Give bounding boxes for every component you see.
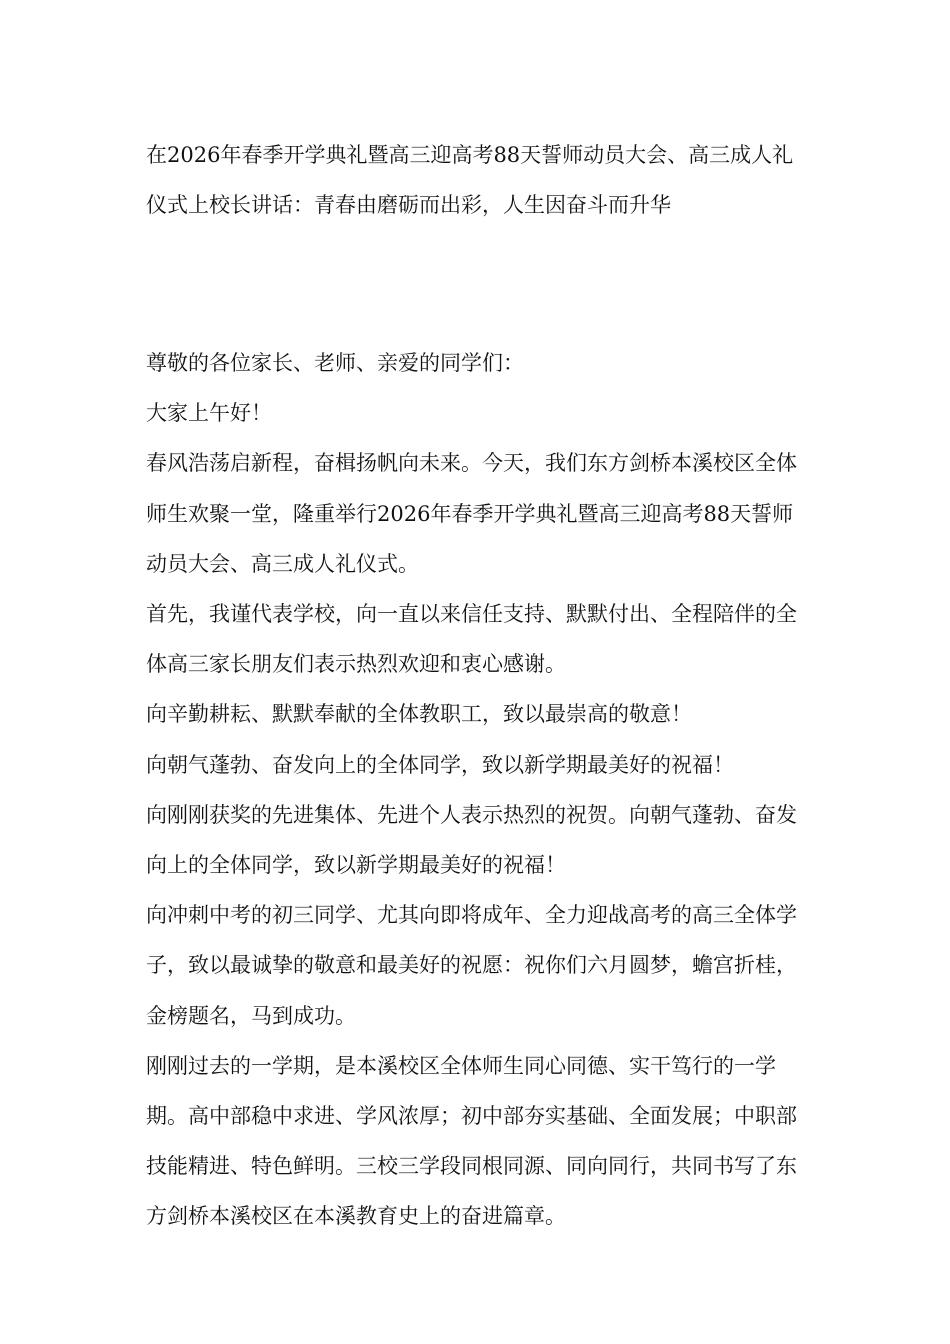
document-page (146, 130, 808, 1242)
paragraph-congratulations: 向刚刚获奖的先进集体、先进个人表示热烈的祝贺。向朝气蓬勃、奋发向上的全体同学，致以新学期最美好的祝福！ (146, 802, 797, 878)
document-body (146, 338, 808, 1242)
paragraph-greeting: 尊敬的各位家长、老师、亲爱的同学们： (146, 351, 524, 375)
paragraph-wishes-students: 向朝气蓬勃、奋发向上的全体同学，致以新学期最美好的祝福！ (146, 752, 734, 777)
paragraph-review: 刚刚过去的一学期，是本溪校区全体师生同心同德、实干笃行的一学期。高中部稳中求进、学风浓厚；初中部夯实基础、全面发展；中职部技能精进、特色鲜明。三校三学段同根同源、同向同行，共同书写了东方剑桥本溪校区在本溪教育史上的奋进篇章。 (146, 1053, 797, 1229)
paragraph-exam-wishes: 向冲刺中考的初三同学、尤其向即将成年、全力迎战高考的高三全体学子，致以最诚挚的敬意和最美好的祝愿：祝你们六月圆梦，蟾宫折桂，金榜题名，马到成功。 (146, 903, 797, 1028)
paragraph-opening: 春风浩荡启新程，奋楫扬帆向未来。今天，我们东方剑桥本溪校区全体师生欢聚一堂，隆重举行2026年春季开学典礼暨高三迎高考88天誓师动员大会、高三成人礼仪式。 (146, 451, 797, 576)
paragraph-thanks-parents: 首先，我谨代表学校，向一直以来信任支持、默默付出、全程陪伴的全体高三家长朋友们表示热烈欢迎和衷心感谢。 (146, 602, 797, 677)
document-title: 在2026年春季开学典礼暨高三迎高考88天誓师动员大会、高三成人礼仪式上校长讲话：青春由磨砺而出彩，人生因奋斗而升华 (146, 143, 794, 217)
paragraph-thanks-staff: 向辛勤耕耘、默默奉献的全体教职工，致以最崇高的敬意！ (146, 702, 692, 727)
paragraph-good-morning: 大家上午好！ (146, 401, 272, 426)
